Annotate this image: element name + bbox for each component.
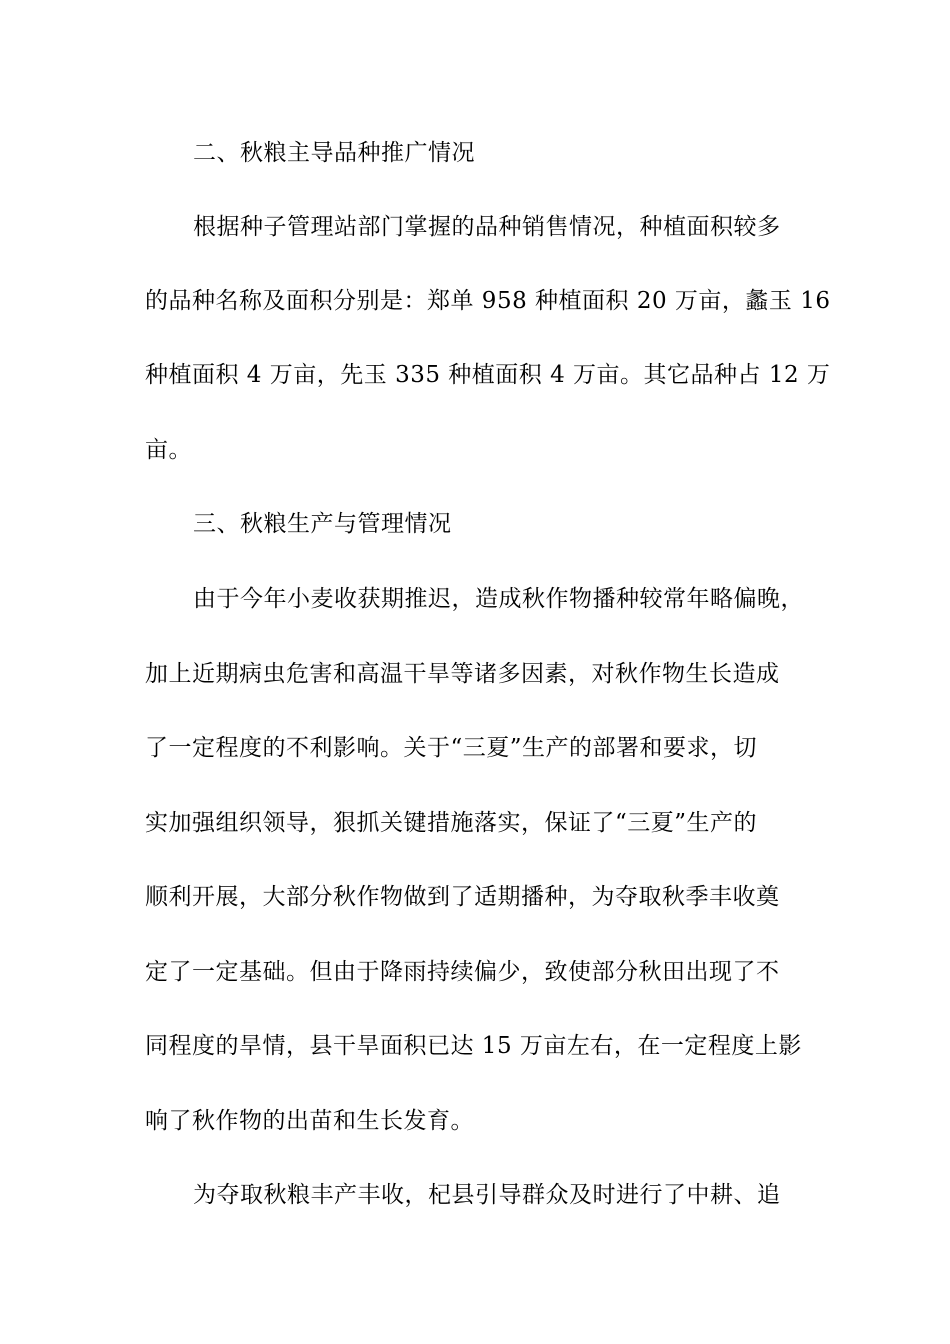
paragraph-line: 的品种名称及面积分别是：郑单 958 种植面积 20 万亩，蠡玉 16 <box>145 288 831 314</box>
paragraph-line: 响了秋作物的出苗和生长发育。 <box>145 1108 474 1134</box>
paragraph-line: 加上近期病虫危害和高温干旱等诸多因素，对秋作物生长造成 <box>145 661 780 687</box>
paragraph-line: 实加强组织领导，狠抓关键措施落实，保证了“三夏”生产的 <box>145 810 758 836</box>
paragraph-line: 由于今年小麦收获期推迟，造成秋作物播种较常年略偏晚， <box>193 586 804 612</box>
paragraph-line: 为夺取秋粮丰产丰收，杞县引导群众及时进行了中耕、追 <box>193 1182 781 1208</box>
paragraph-line: 同程度的旱情，县干旱面积已达 15 万亩左右，在一定程度上影 <box>145 1033 802 1059</box>
section-heading-2: 二、秋粮主导品种推广情况 <box>193 140 475 166</box>
paragraph-line: 定了一定基础。但由于降雨持续偏少，致使部分秋田出现了不 <box>145 959 780 985</box>
paragraph-line: 亩。 <box>145 437 192 463</box>
section-heading-3: 三、秋粮生产与管理情况 <box>193 511 452 537</box>
paragraph-line: 种植面积 4 万亩，先玉 335 种植面积 4 万亩。其它品种占 12 万 <box>145 362 831 388</box>
paragraph-line: 了一定程度的不利影响。关于“三夏”生产的部署和要求，切 <box>145 735 758 761</box>
paragraph-line: 根据种子管理站部门掌握的品种销售情况，种植面积较多 <box>193 214 781 240</box>
paragraph-line: 顺利开展，大部分秋作物做到了适期播种，为夺取秋季丰收奠 <box>145 884 780 910</box>
